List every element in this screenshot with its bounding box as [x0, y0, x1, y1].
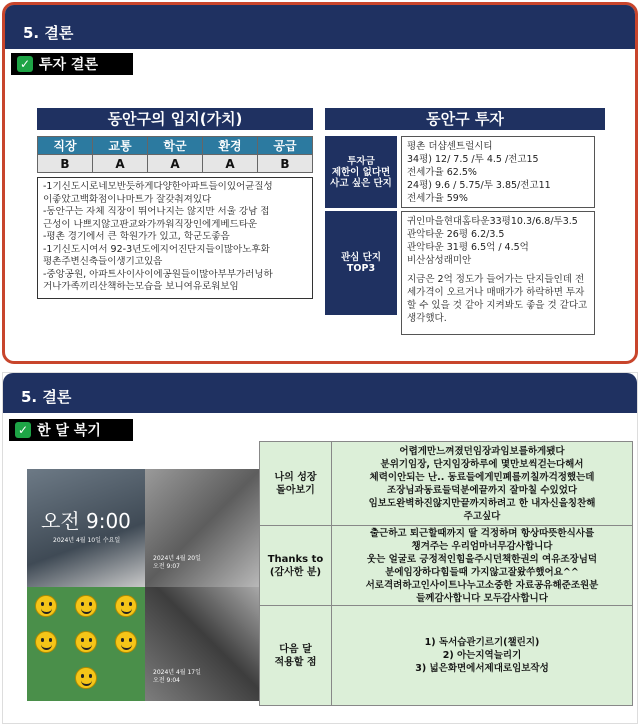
- note-line: -평촌 경기에서 큰 학원가가 있고, 학군도좋음: [43, 231, 230, 242]
- grade-header: 직장: [38, 137, 93, 155]
- note-line: 거나가족끼리산책하는모습을 보니여유로워보임: [43, 281, 239, 292]
- content-line: 1) 독서습관기르기(챌린지): [424, 637, 540, 648]
- label-line: 나의 성장: [274, 471, 317, 483]
- note-line: 이좋았고백화점이나마트가 잘갖춰져있다: [43, 193, 212, 205]
- detail-line: 34평) 12/ 7.5 /투 4.5 /전고15: [407, 154, 539, 165]
- content-line: 어렵게만느껴졌던임장과임보를하게됐다: [399, 445, 565, 457]
- note-line: 평촌주변신축들이생기고있음: [43, 256, 163, 267]
- content-line: 출근하고 퇴근할때까지 딸 걱정하며 항상따뜻한식사를: [369, 527, 595, 539]
- label-line: TOP3: [346, 263, 376, 274]
- photo-time: 오전 9:00: [41, 509, 131, 533]
- content-line: 주고싶다: [463, 510, 501, 522]
- grade-header: 환경: [203, 137, 258, 155]
- content-line: 분에임장하다힘들때 가지않고잘왔쑤했어요^^: [385, 566, 579, 578]
- label-line: Thanks to: [267, 553, 324, 565]
- photo-date: 2024년 4월 10일 수요일: [53, 537, 121, 544]
- top3-label: [325, 211, 397, 315]
- photo-collage: [27, 469, 259, 701]
- detail-line: 비산삼성래미안: [407, 255, 472, 266]
- grade-value: A: [148, 155, 203, 173]
- content-line: 2) 아는지역늘리기: [442, 650, 522, 661]
- detail-line: 관악타운 31평 6.5억 / 4.5억: [407, 242, 529, 253]
- wish-complex-label: [325, 136, 397, 208]
- content-line: 챙겨주는 우리엄마너무감사합니다: [411, 540, 553, 552]
- label-line: 관심 단지: [340, 252, 381, 263]
- photo-stamp: [153, 669, 201, 685]
- subtitle-text: 투자 결론: [39, 57, 98, 73]
- row-content: [332, 526, 633, 606]
- label-line: 돌아보기: [276, 484, 315, 496]
- content-line: 임보도완벽하진않지만끝까지하려고 한 내자신을칭찬해: [368, 497, 596, 509]
- label-line: 적용할 점: [274, 656, 317, 668]
- note-line: -중앙공원, 아파트사이사이에공원들이많아부부가러닝하: [43, 268, 273, 280]
- photo-stamp: [153, 555, 201, 571]
- row-content: [332, 606, 633, 706]
- note-line: -동안구는 자체 직장이 뛰어나지는 않지만 서울 강남 접: [43, 206, 270, 217]
- table-row: [260, 526, 633, 606]
- label-line: 다음 달: [279, 643, 312, 655]
- review-table: [259, 441, 633, 706]
- content-line: 서로격려하고인사이트나누고소중한 자료공유해준조원분: [365, 579, 599, 591]
- label-line: 투자금: [347, 155, 375, 167]
- grade-header: 공급: [258, 137, 313, 155]
- wish-complex-detail: [401, 136, 595, 208]
- subtitle-bar: [9, 419, 133, 441]
- content-line: 조장님과동료들덕분에끝까지 잘마칠 수있었다: [386, 484, 578, 496]
- photo-feet-2: [145, 587, 259, 701]
- detail-line: 전세가율 62.5%: [407, 167, 477, 178]
- location-title: 동안구의 입지(가치): [37, 108, 313, 130]
- location-notes: [37, 177, 313, 299]
- detail-line: 전세가율 59%: [407, 193, 468, 204]
- grade-value: A: [203, 155, 258, 173]
- grade-value: B: [38, 155, 93, 173]
- content-line: 웃는 얼굴로 긍정적인힘을주시던책한권의 여유조장님덕: [366, 553, 598, 565]
- detail-line: 관악타운 26평 6.2/3.5: [407, 229, 505, 240]
- check-icon: ✓: [17, 56, 33, 72]
- table-row: [260, 442, 633, 526]
- grade-header: 교통: [93, 137, 148, 155]
- slide-monthly-review: [2, 372, 638, 724]
- content-line: 체력이안되는 난.. 동료들에게민폐를끼칠까걱정했는데: [369, 471, 595, 483]
- smiley-icon: [35, 595, 57, 617]
- smiley-icon: [35, 631, 57, 653]
- content-line: 분위기임장, 단지임장하루에 몇만보씩걷는다해서: [380, 458, 584, 470]
- table-row: [260, 606, 633, 706]
- photo-lockscreen: [27, 469, 145, 587]
- smiley-icon: [75, 595, 97, 617]
- slide-investment-conclusion: [2, 2, 638, 364]
- section-header: 5. 결론: [3, 373, 637, 413]
- note-line: -1기신도시여서 92-3년도에지어진단지들이많아노후화: [43, 243, 270, 255]
- smiley-icon: [75, 631, 97, 653]
- content-line: 들께감사합니다 모두감사합니다: [416, 592, 548, 604]
- smiley-icon: [115, 631, 137, 653]
- smiley-icon: [115, 595, 137, 617]
- top3-detail: [401, 211, 595, 335]
- grade-header: 학군: [148, 137, 203, 155]
- detail-line: 귀인마을현대홈타운33평10.3/6.8/투3.5: [407, 216, 578, 227]
- stamp-date: 2024년 4월 20일: [153, 555, 201, 562]
- smiley-icon: [75, 667, 97, 689]
- note-line: -1기신도시로네모반듯하게다양한아파트들이있어균질성: [43, 181, 273, 192]
- detail-note: 지금은 2억 정도가 들어가는 단지들인데 전세가격이 오르거나 매매가가 하락하면 투자할 수 있을 것 같아 지켜봐도 좋을 것 같다고 생각했다.: [407, 274, 588, 324]
- row-label: [260, 526, 332, 606]
- row-content: [332, 442, 633, 526]
- stamp-date: 2024년 4월 17일: [153, 669, 201, 676]
- label-line: (감사한 분): [269, 566, 322, 578]
- content-line: 3) 넓은화면에서제대로임보작성: [415, 663, 549, 674]
- detail-line: 평촌 더샵센트럴시티: [407, 141, 493, 152]
- investment-title: 동안구 투자: [325, 108, 605, 130]
- detail-line: 24평) 9.6 / 5.75/투 3.85/전고11: [407, 180, 551, 191]
- subtitle-bar: [11, 53, 133, 75]
- note-line: 근성이 나쁘지않고판교와가까워직장인에게베드타운: [43, 218, 258, 230]
- stamp-time: 오전 9:04: [153, 677, 180, 684]
- photo-emoji-grid: [27, 587, 145, 701]
- grade-table: [37, 136, 313, 173]
- grade-value: A: [93, 155, 148, 173]
- stamp-time: 오전 9:07: [153, 563, 180, 570]
- label-line: 사고 싶은 단지: [330, 177, 392, 189]
- subtitle-text: 한 달 복기: [37, 423, 101, 439]
- photo-feet-1: [145, 469, 259, 587]
- label-line: 제한이 없다면: [331, 166, 391, 178]
- grade-value: B: [258, 155, 313, 173]
- row-label: [260, 606, 332, 706]
- row-label: [260, 442, 332, 526]
- section-header: 5. 결론: [5, 5, 635, 49]
- check-icon: ✓: [15, 422, 31, 438]
